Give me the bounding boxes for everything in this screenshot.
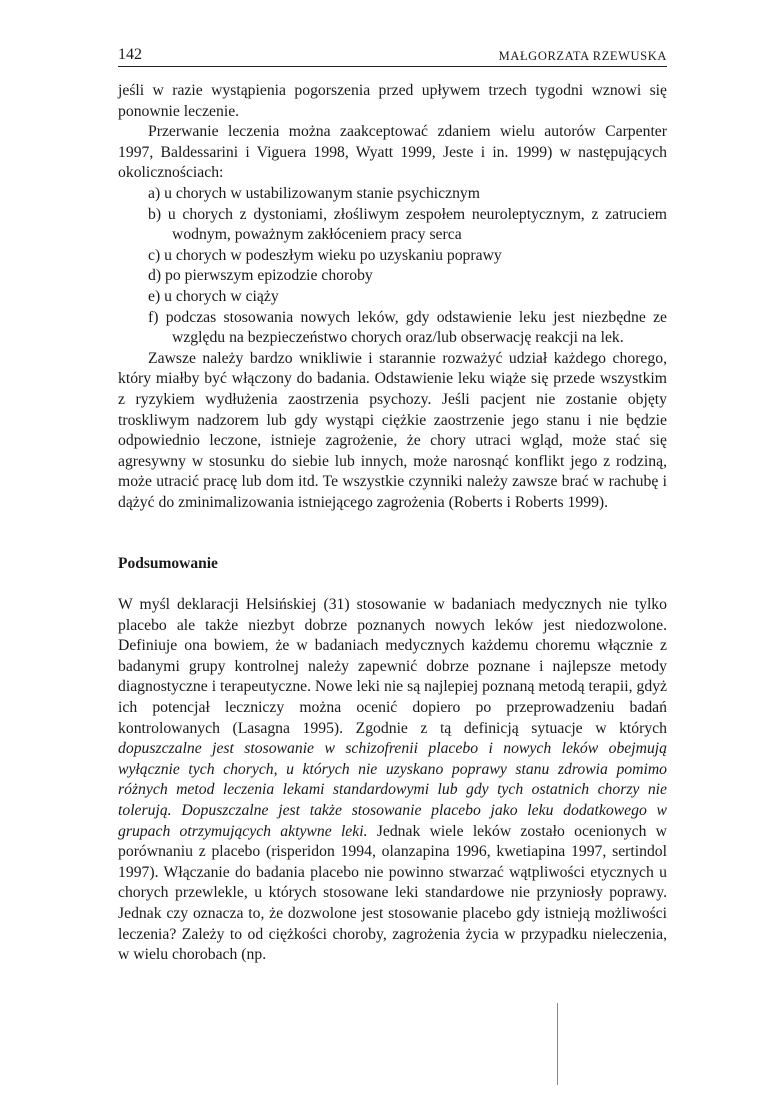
paragraph-discontinuation: Przerwanie leczenia można zaakceptować zdaniem wielu autorów Carpenter 1997, Baldessarini i Viguera 1998, Wyatt 1999, Jeste i in. 1999) w następujących okolicznościach:	[118, 123, 667, 182]
section-heading: Podsumowanie	[118, 555, 218, 573]
running-head-author: MAŁGORZATA RZEWUSKA	[498, 49, 667, 63]
list-item: e) u chorych w ciąży	[148, 287, 279, 305]
page-body	[118, 81, 667, 966]
margin-rule	[557, 1003, 558, 1085]
list-item: f) podczas stosowania nowych leków, gdy odstawienie leku jest niezbędne ze względu na bezpieczeństwo chorych oraz/lub obserwację reakcji na lek.	[148, 308, 667, 347]
summary-text-end: Jednak wiele leków zostało ocenionych w porównaniu z placebo (risperidon 1994, olanzapina 1996, kwetiapina 1997, sertindol 1997). Włączanie do badania placebo nie powinno stwarzać wątpliwości etycznych u chorych przewlekle, u których stosowane leki standardowe nie przyniosły poprawy. Jednak czy oznacza to, że dozwolone jest stosowanie placebo gdy istnieją możliwości leczenia? Zależy to od ciężkości choroby, zagrożenia życia w przypadku nieleczenia, w wielu chorobach (np.	[118, 822, 668, 964]
summary-italic-emphasis: dopuszczalne jest stosowanie w schizofrenii placebo i nowych leków obejmują wyłącznie tych chorych, u których nie uzyskano poprawy stanu zdrowia pomimo różnych metod leczenia lekami standardowymi lub gdy tych ostatnich chorzy nie tolerują. Dopuszczalne jest także stosowanie placebo jako leku dodatkowego w grupach otrzymujących aktywne leki.	[118, 740, 667, 840]
page-header	[118, 44, 667, 67]
list-item: c) u chorych w podeszłym wieku po uzyskaniu poprawy	[148, 246, 502, 264]
page-number: 142	[118, 46, 142, 63]
list-item: d) po pierwszym epizodzie choroby	[148, 267, 373, 285]
list-item: a) u chorych w ustabilizowanym stanie psychicznym	[148, 184, 480, 202]
list-item: b) u chorych z dystoniami, złośliwym zespołem neuroleptycznym, z zatruciem wodnym, poważnym zakłóceniem pracy serca	[148, 205, 667, 244]
summary-text-start: W myśl deklaracji Helsińskiej (31) stosowanie w badaniach medycznych nie tylko placebo ale także niezbyt dobrze poznanych nowych leków jest niedozwolone. Definiuje ona bowiem, że w badaniach medycznych każdemu choremu włącznie z badanymi grupy kontrolnej należy zapewnić dobrze poznane i najlepsze metody diagnostyczne i terapeutyczne. Nowe leki nie są najlepiej poznaną metodą terapii, gdyż ich potencjał leczniczy można ocenić dopiero po przeprowadzeniu badań kontrolowanych (Lasagna 1995). Zgodnie z tą definicją sytuacje w których	[118, 596, 667, 737]
paragraph-continuation: jeśli w razie wystąpienia pogorszenia przed upływem trzech tygodni wznowi się ponownie leczenie.	[118, 82, 667, 120]
paragraph-summary	[118, 595, 667, 966]
circumstances-list	[118, 184, 667, 349]
paragraph-risk: Zawsze należy bardzo wnikliwie i starannie rozważyć udział każdego chorego, który miałby być włączony do badania. Odstawienie leku wiąże się przede wszystkim z ryzykiem wydłużenia zaostrzenia psychozy. Jeśli pacjent nie zostanie objęty troskliwym nadzorem lub gdy wystąpi ciężkie zaostrzenie jego stanu i nie będzie odpowiednio leczone, istnieje zagrożenie, że chory utraci wgląd, może stać się agresywny w stosunku do siebie lub innych, może narosnąć konflikt jego z rodziną, może utracić pracę lub dom itd. Te wszystkie czynniki należy zawsze brać w rachubę i dążyć do zminimalizowania istniejącego zagrożenia (Roberts i Roberts 1999).	[118, 349, 667, 511]
